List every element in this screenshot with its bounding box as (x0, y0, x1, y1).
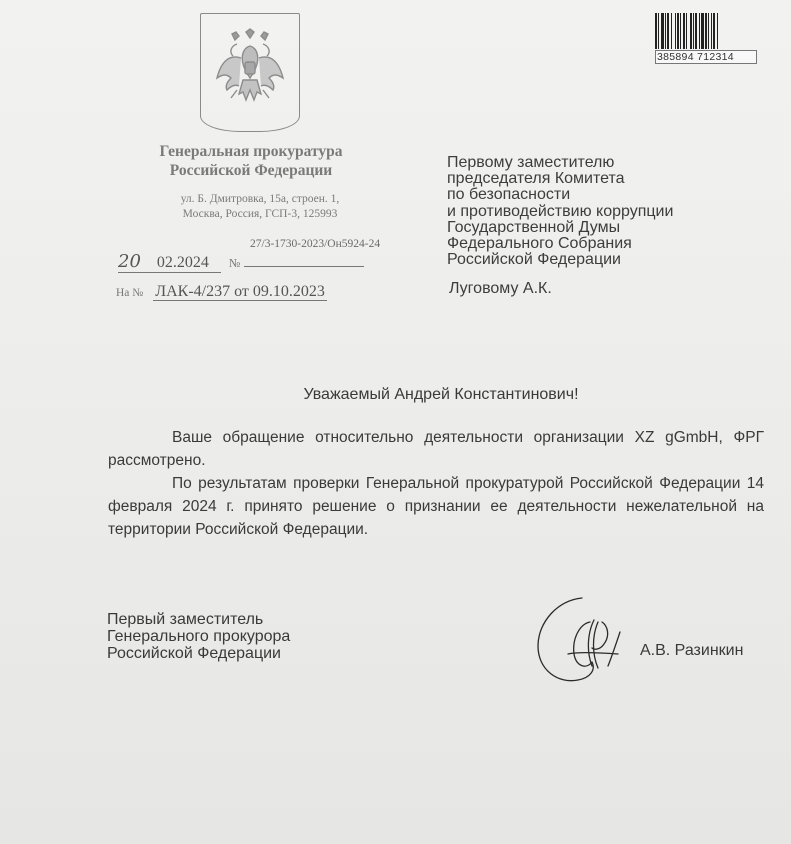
letter-body (108, 426, 764, 541)
barcode (655, 13, 757, 64)
addressee-line: и противодействию коррупции (447, 202, 674, 220)
addressee-name: Луговому А.К. (449, 280, 552, 297)
reference-label: На № (116, 287, 144, 299)
addressee-line: Российской Федерации (447, 251, 621, 269)
address-line2: Москва, Россия, ГСП-3, 125993 (182, 208, 338, 220)
letter-date-line (118, 251, 364, 273)
organization-name (120, 142, 382, 180)
body-paragraph: По результатам проверки Генеральной прокуратурой Российской Федерации 14 февраля 2024 г. принято решение о признании ее деятельности нежелательной на территории Российской Федерации. (108, 475, 764, 538)
body-paragraph: Ваше обращение относительно деятельности организации XZ gGmbH, ФРГ рассмотрено. (108, 429, 764, 469)
coat-of-arms-emblem (200, 13, 300, 132)
addressee-line: Федерального Собрания (447, 235, 632, 253)
addressee-line: председателя Комитета (447, 170, 625, 188)
barcode-bars (655, 13, 757, 49)
signatory-title-line: Российской Федерации (107, 645, 281, 662)
addressee-line: Первому заместителю (447, 154, 615, 171)
barcode-bar (718, 13, 719, 49)
signatory-title (107, 611, 347, 662)
salutation: Уважаемый Андрей Константинович! (303, 386, 579, 403)
date-day: 20 (118, 251, 141, 272)
barcode-digits: 385894 712314 (655, 50, 757, 64)
organization-address (140, 192, 380, 222)
signatory-name: А.В. Разинкин (640, 642, 744, 659)
handwritten-signature (532, 592, 632, 693)
reference-value: ЛАК-4/237 от 09.10.2023 (155, 283, 325, 300)
signatory-title-line: Генерального прокурора (107, 628, 291, 645)
addressee-block (447, 155, 747, 268)
double-headed-eagle-icon (213, 28, 287, 110)
address-line1: ул. Б. Дмитровка, 15а, строен. 1, (180, 193, 340, 205)
number-label: № (228, 256, 241, 270)
registration-number: 27/3-1730-2023/Он5924-24 (250, 238, 381, 250)
addressee-line: Государственной Думы (447, 218, 621, 236)
date-rest: 02.2024 (156, 254, 209, 271)
reference-line (116, 283, 327, 301)
org-name-line2: Российской Федерации (169, 162, 333, 179)
addressee-line: по безопасности (447, 186, 571, 204)
org-name-line1: Генеральная прокуратура (159, 143, 343, 160)
signatory-title-line: Первый заместитель (107, 611, 264, 628)
